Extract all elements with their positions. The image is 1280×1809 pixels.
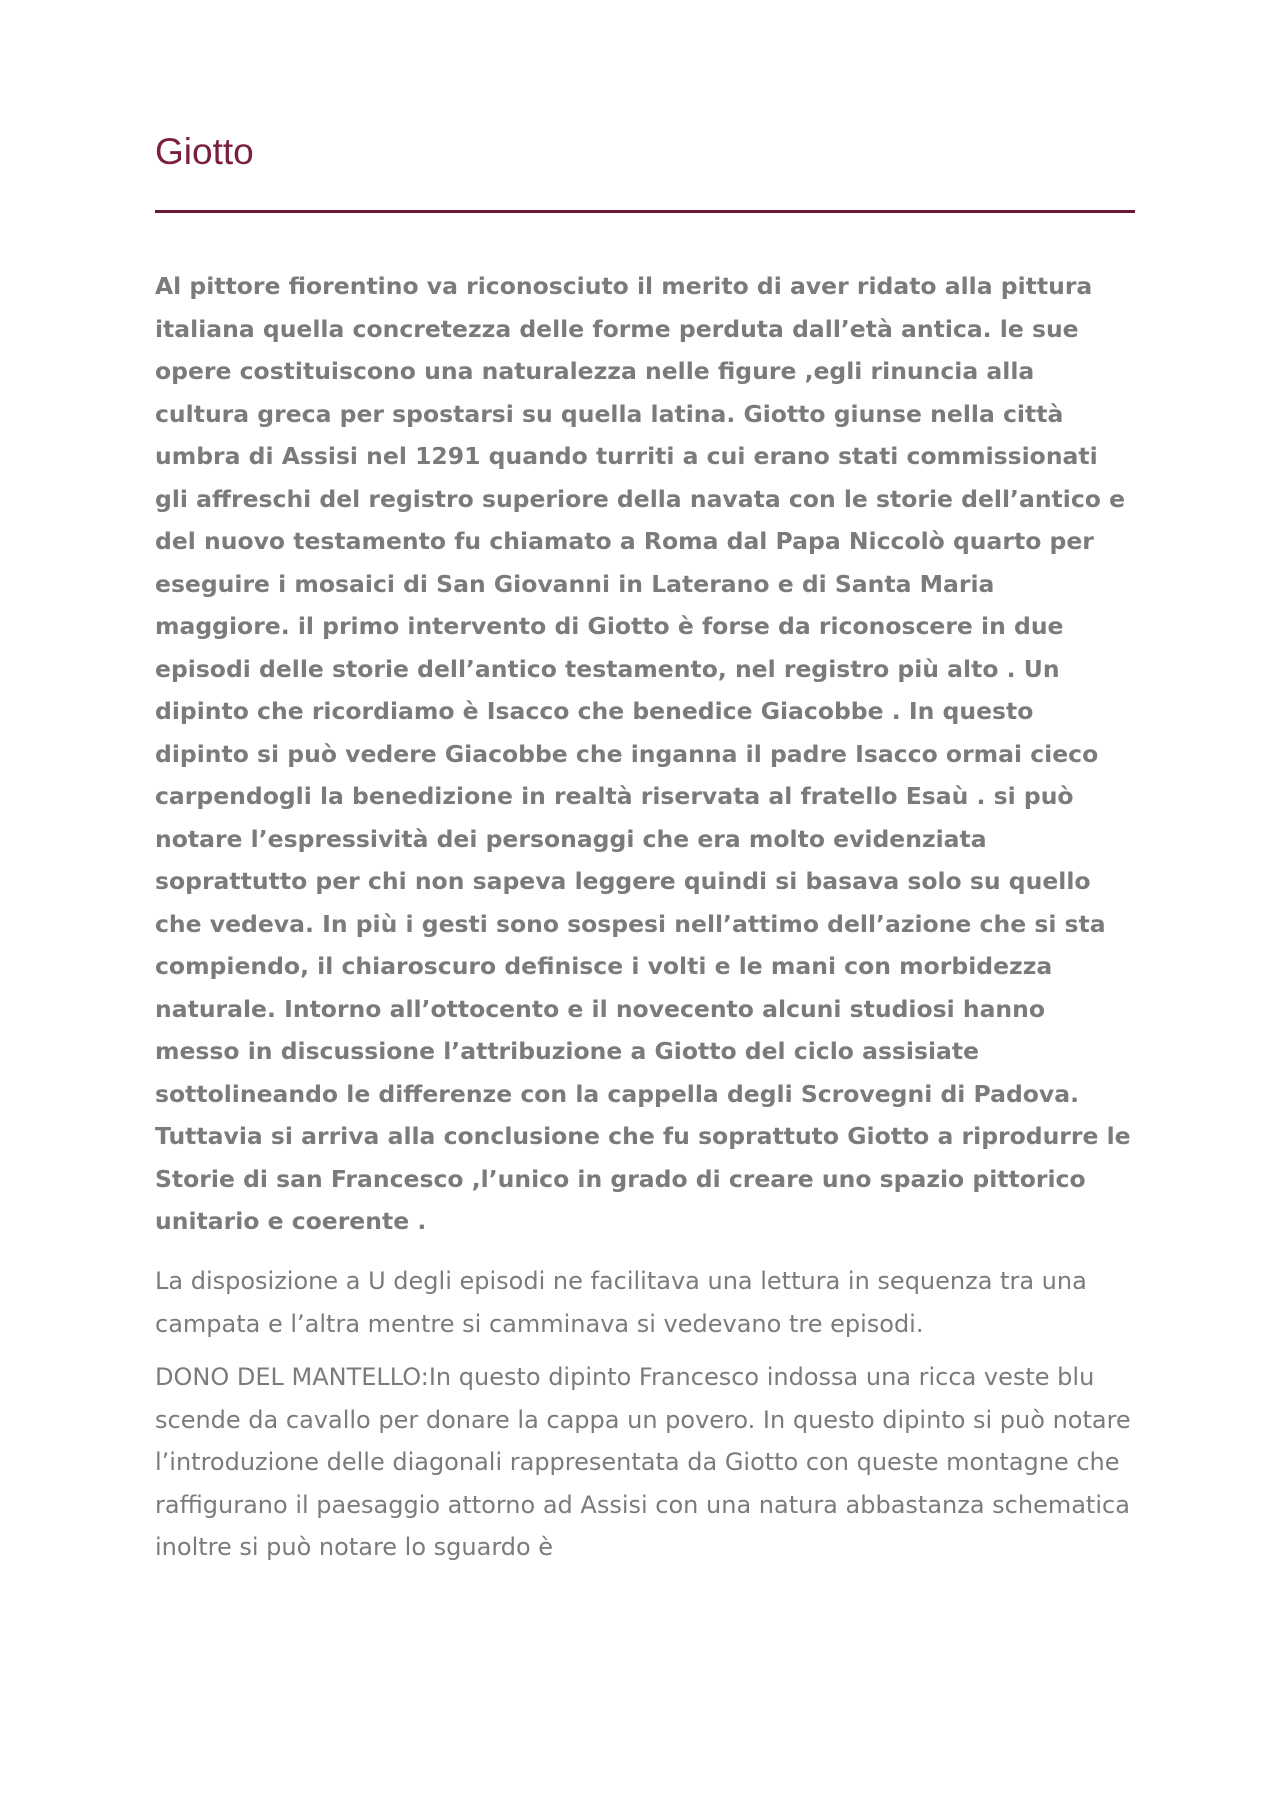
paragraph-u-disposition: La disposizione a U degli episodi ne facilitava una lettura in sequenza tra una campata e l’altra mentre si camminava si vedevano tre episodi. (155, 1267, 1087, 1338)
title-divider (155, 210, 1135, 213)
paragraph-dono-del-mantello: DONO DEL MANTELLO:In questo dipinto Francesco indossa una ricca veste blu scende da cavallo per donare la cappa un povero. In questo dipinto si può notare l’introduzione delle diagonali rappresentata da Giotto con queste montagne che raffigurano il paesaggio attorno ad Assisi con una natura abbastanza schematica inoltre si può notare lo sguardo è (155, 1363, 1131, 1561)
document-title: Giotto (155, 131, 254, 172)
paragraph-intro-bold: Al pittore fiorentino va riconosciuto il merito di aver ridato alla pittura italiana quella concretezza delle forme perduta dall’età antica. le sue opere costituiscono una naturalezza nelle figure ,egli rinuncia alla cultura greca per spostarsi su quella latina. Giotto giunse nella città umbra di Assisi nel 1291 quando turriti a cui erano stati commissionati gli affreschi del registro superiore della navata con le storie dell’antico e del nuovo testamento fu chiamato a Roma dal Papa Niccolò quarto per eseguire i mosaici di San Giovanni in Laterano e di Santa Maria maggiore. il primo intervento di Giotto è forse da riconoscere in due episodi delle storie dell’antico testamento, nel registro più alto . Un dipinto che ricordiamo è Isacco che benedice Giacobbe . In questo dipinto si può vedere Giacobbe che inganna il padre Isacco ormai cieco carpendogli la benedizione in realtà riservata al fratello Esaù . si può notare l’espressività dei personaggi che era molto evidenziata soprattutto per chi non sapeva leggere quindi si basava solo su quello che vedeva. In più i gesti sono sospesi nell’attimo dell’azione che si sta compiendo, il chiaroscuro definisce i volti e le mani con morbidezza naturale. Intorno all’ottocento e il novecento alcuni studiosi hanno messo in discussione l’attribuzione a Giotto del ciclo assisiate sottolineando le differenze con la cappella degli Scrovegni di Padova. Tuttavia si arriva alla conclusione che fu soprattuto Giotto a riprodurre le Storie di san Francesco ,l’unico in grado di creare uno spazio pittorico unitario e coerente . (155, 272, 1131, 1235)
page-content (155, 130, 1135, 1561)
